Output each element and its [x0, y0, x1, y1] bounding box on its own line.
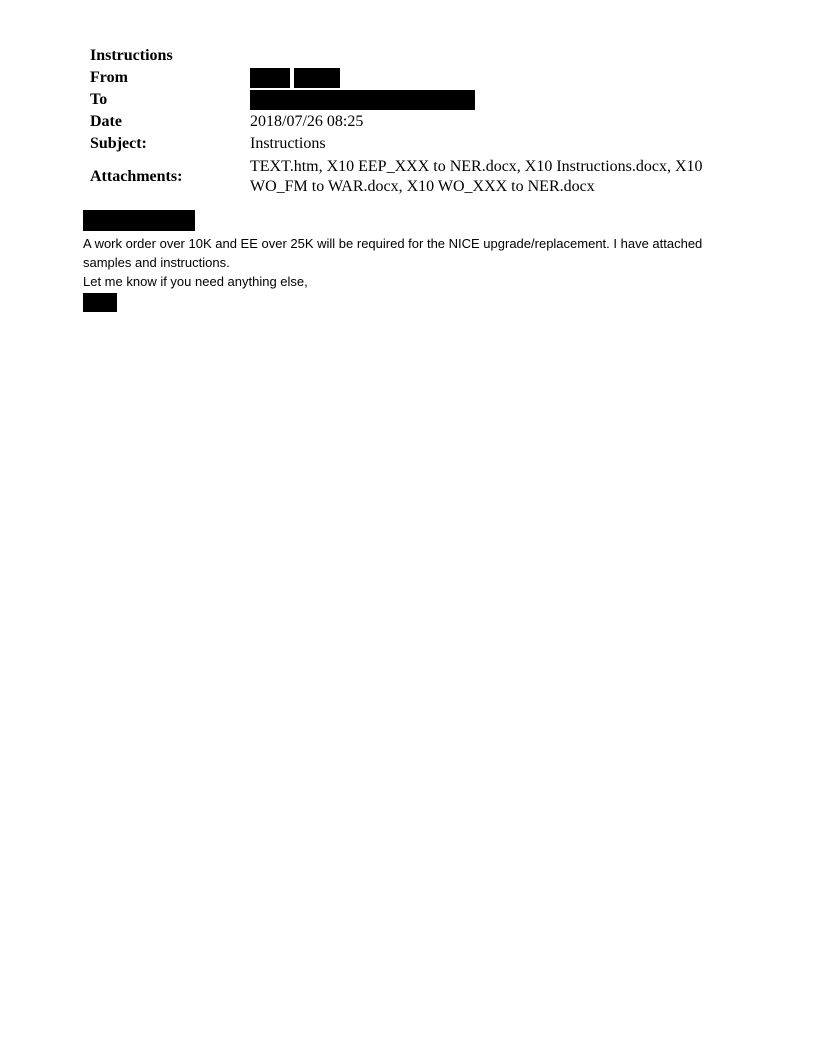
redacted-signature — [83, 293, 117, 312]
header-from-row — [90, 67, 750, 89]
header-date-row — [90, 111, 750, 133]
from-label: From — [90, 69, 128, 86]
redaction-block — [250, 90, 475, 110]
subject-label: Subject: — [90, 135, 147, 152]
redacted-greeting — [83, 210, 195, 231]
email-header — [90, 45, 750, 199]
body-closing: Let me know if you need anything else, — [83, 274, 308, 289]
header-subject-row — [90, 133, 750, 155]
date-label: Date — [90, 113, 122, 130]
redaction-block — [250, 68, 290, 88]
to-label: To — [90, 91, 108, 108]
email-title: Instructions — [90, 47, 173, 64]
attachments-label: Attachments: — [90, 168, 183, 185]
subject-value: Instructions — [250, 135, 326, 152]
date-value: 2018/07/26 08:25 — [250, 113, 364, 130]
body-paragraph: A work order over 10K and EE over 25K will be required for the NICE upgrade/replacement. I have attached samples and instructions. — [83, 236, 703, 270]
header-attachments-row — [90, 155, 750, 199]
attachments-value: TEXT.htm, X10 EEP_XXX to NER.docx, X10 Instructions.docx, X10 WO_FM to WAR.docx, X10 WO_XXX to NER.docx — [250, 158, 703, 195]
header-to-row — [90, 89, 750, 111]
redaction-block — [294, 68, 340, 88]
to-value — [250, 89, 750, 111]
header-title-row — [90, 45, 750, 67]
from-value — [250, 67, 750, 89]
email-body — [83, 210, 733, 312]
